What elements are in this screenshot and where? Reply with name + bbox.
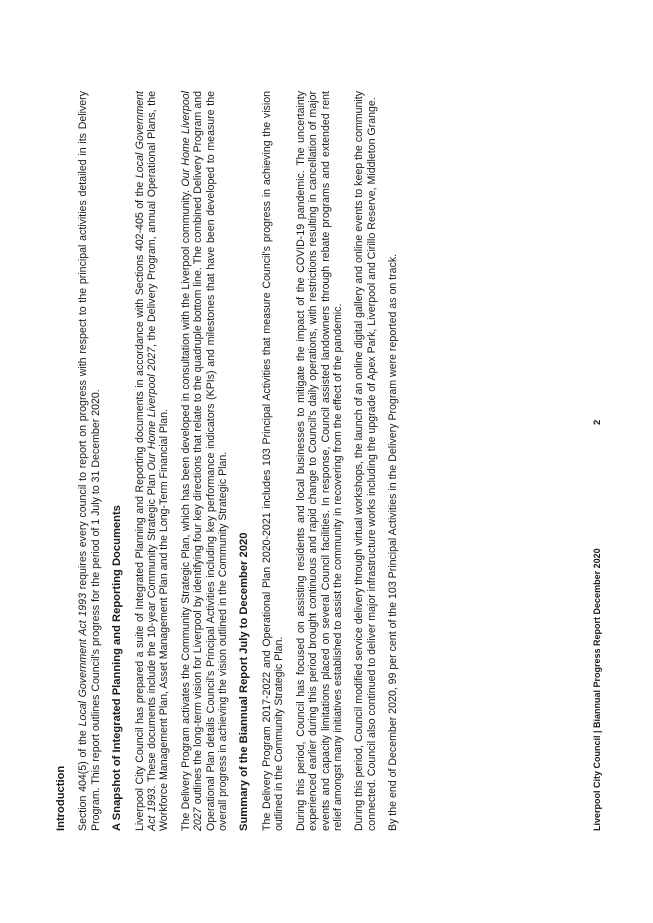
summary-paragraph-1: The Delivery Program 2017-2022 and Operational Plan 2020-2021 includes 103 Principal Activities that measure Council's progress in achieving the vision outlined in the Community Strategic Plan. <box>260 91 286 831</box>
summary-paragraph-4: By the end of December 2020, 99 per cent of the 103 Principal Activities in the Delivery Program were reported as on track. <box>387 253 400 831</box>
snapshot-text-a: Liverpool City Council has prepared a suite of Integrated Planning and Reporting documents in accordance with Sections 402-405 of the <box>133 178 146 831</box>
footer-title: Liverpool City Council | Biannual Progress Report December 2020 <box>592 548 602 831</box>
page-body <box>55 91 409 831</box>
introduction-heading: Introduction <box>55 765 67 831</box>
snapshot-text-c: , the Delivery Program, annual Operational Plans, the Workforce Management Plan, Asset Management Plan and the Long-Term Financial Plan. <box>146 91 171 831</box>
snapshot2-text-a: The Delivery Program activates the Community Strategic Plan, which has been developed in consultation with the Liverpool community. <box>179 186 192 831</box>
snapshot-paragraph-1 <box>134 91 171 831</box>
summary-paragraph-2: During this period, Council has focused on assisting residents and local businesses to mitigate the impact of the COVID-19 pandemic. The uncertainty experienced earlier during this period brought continuous and rapid change to Council's daily operations, with restrictions resulting in cancellation of major events and capacity limitations placed on several Council facilities. In response, Council assisted landowners through rebate programs and extended rent relief amongst many initiatives established to assist the community in recovering from the effect of the pandemic. <box>294 91 344 831</box>
snapshot-heading: A Snapshot of Integrated Planning and Reporting Documents <box>111 505 124 831</box>
snapshot-plan-name: Our Home Liverpool 2027 <box>146 347 159 471</box>
page-number: 2 <box>592 419 603 425</box>
summary-paragraph-3: During this period, Council modified service delivery through virtual workshops, the launch of an online digital gallery and online events to keep the community connected. Council also continued to deliver major infrastructure works including the upgrade of Apex Park, Liverpool and Cirillo Reserve, Middleton Grange. <box>353 91 378 831</box>
summary-heading: Summary of the Biannual Report July to December 2020 <box>238 532 251 831</box>
snapshot2-plan-name: Our Home Liverpool 2027 <box>179 90 205 831</box>
snapshot-paragraph-2 <box>180 91 230 831</box>
intro-text-2: requires every council to report on progress with respect to the principal activities detailed in its Delivery Program. This report outlines Council's progress for the period of 1 July to 31 December 2020. <box>77 90 102 831</box>
snapshot2-text-b: outlines the long-term vision for Liverpool by identifying four key directions that relate to the quadruple bottom line. The combined Delivery Program and Operational Plan details Council's Principal Activities including key performance indicators (KPIs) and milestones that have been developed to measure the overall progress in achieving the vision outlined in the Community Strategic Plan. <box>192 91 230 831</box>
introduction-paragraph <box>77 91 102 831</box>
snapshot-text-b: . These documents include the 10-year Community Strategic Plan <box>146 470 159 789</box>
intro-act-name: Local Government Act 1993 <box>77 593 90 727</box>
intro-text-1: Section 404(5) of the <box>77 726 90 831</box>
snapshot-act-name: Local Government Act 1993 <box>133 91 159 831</box>
